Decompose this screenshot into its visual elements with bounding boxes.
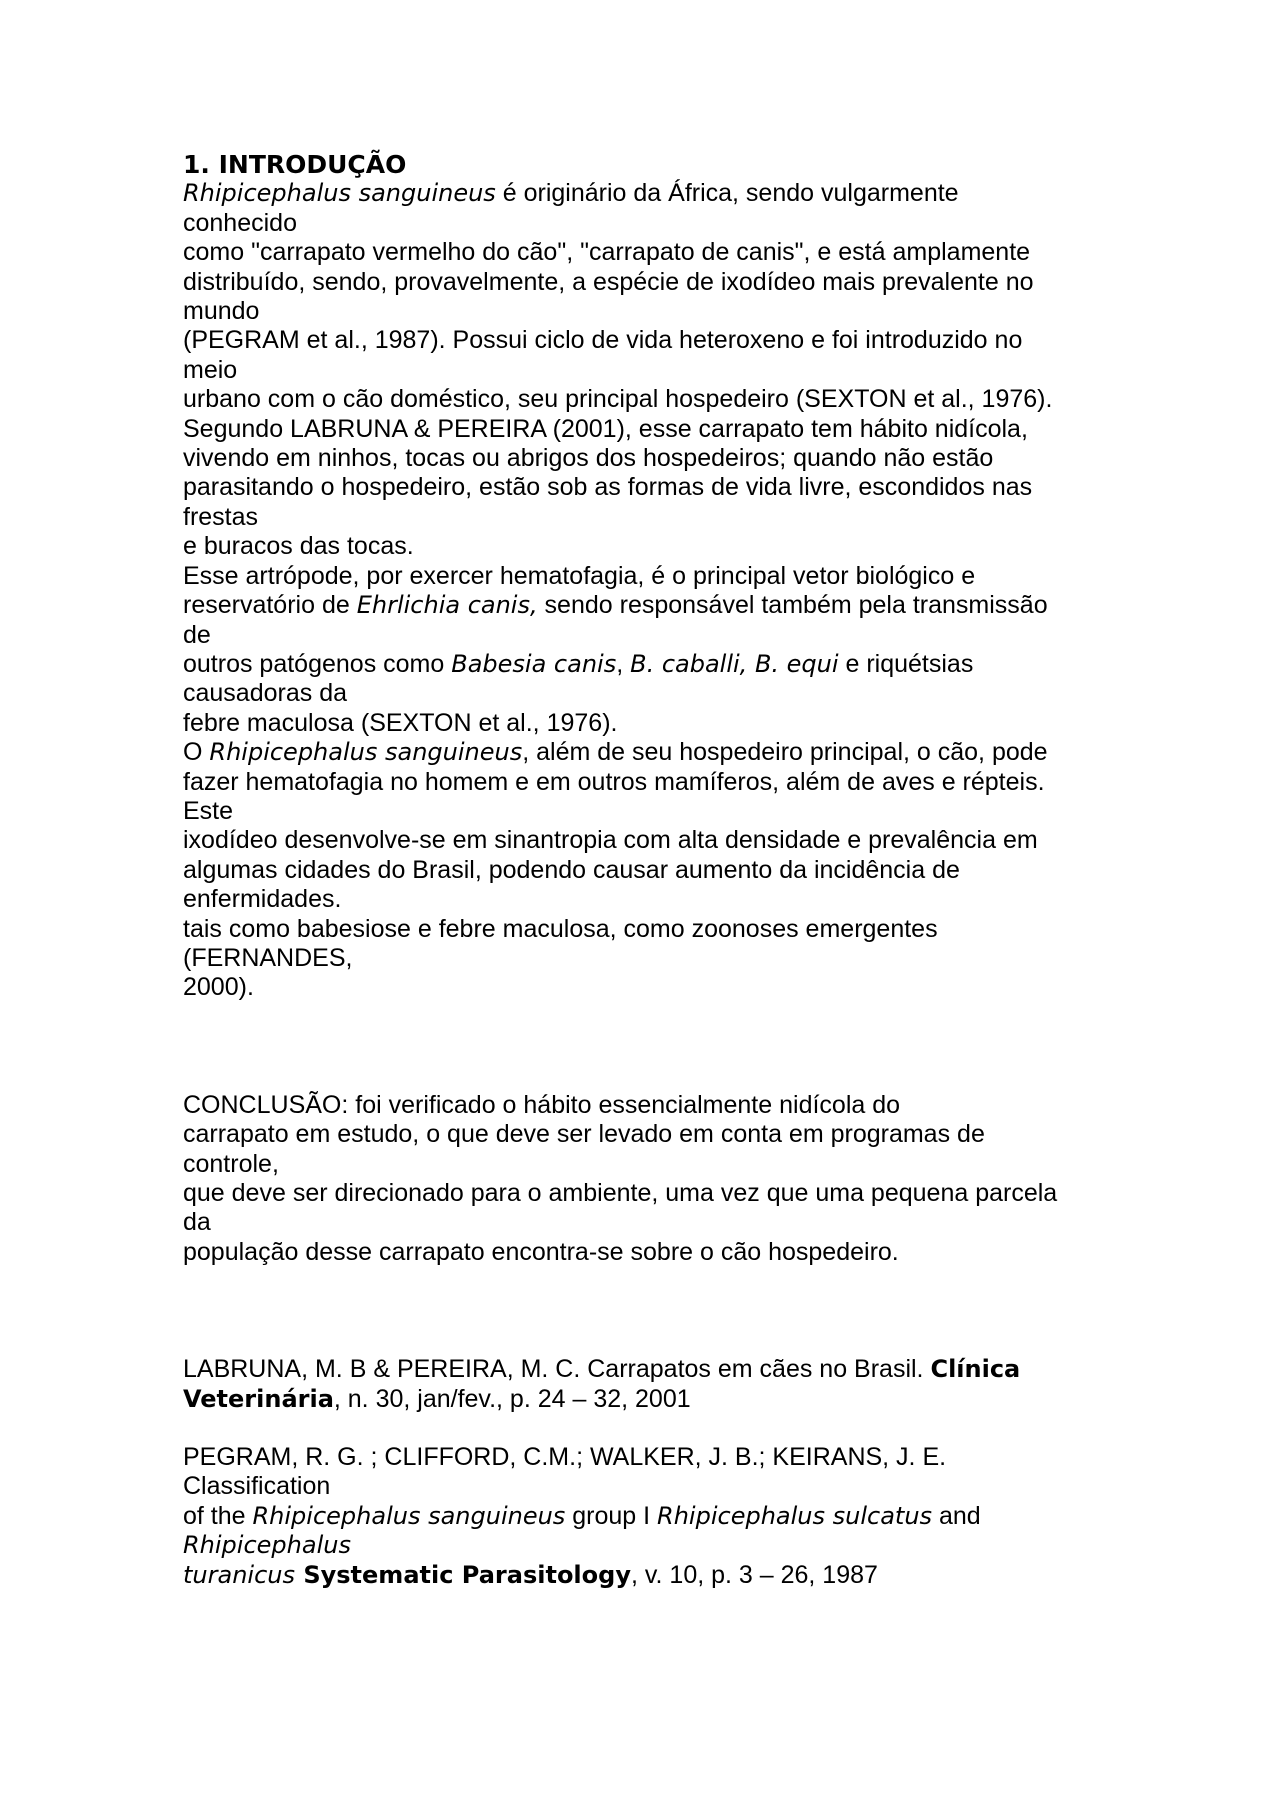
intro-line: O Rhipicephalus sanguineus, além de seu hospedeiro principal, o cão, pode	[183, 738, 1048, 767]
conclusion-line: que deve ser direcionado para o ambiente, uma vez que uma pequena parcela	[183, 1179, 1058, 1207]
species-name: Rhipicephalus sanguineus	[209, 738, 523, 767]
intro-line: e buracos das tocas.	[183, 532, 414, 561]
intro-line: outros patógenos como Babesia canis, B. caballi, B. equi e riquétsias	[183, 649, 974, 678]
intro-line: febre maculosa (SEXTON et al., 1976).	[183, 708, 618, 737]
intro-line: reservatório de Ehrlichia canis, sendo responsável também pela transmissão	[183, 591, 1048, 620]
journal-title: Systematic Parasitology	[294, 1560, 631, 1589]
intro-line: distribuído, sendo, provavelmente, a espécie de ixodídeo mais prevalente no	[183, 267, 1034, 296]
intro-line: como "carrapato vermelho do cão", "carrapato de canis", e está amplamente	[183, 238, 1031, 267]
reference-line: of the Rhipicephalus sanguineus group I Rhipicephalus sulcatus and	[183, 1501, 981, 1530]
conclusion-line: população desse carrapato encontra-se sobre o cão hospedeiro.	[183, 1237, 899, 1266]
intro-line: fazer hematofagia no homem e em outros mamíferos, além de aves e répteis.	[183, 767, 1045, 796]
intro-line: frestas	[183, 502, 259, 531]
intro-line: urbano com o cão doméstico, seu principal hospedeiro (SEXTON et al., 1976).	[183, 385, 1053, 414]
species-name: turanicus	[183, 1560, 295, 1589]
reference-entry	[183, 1443, 1103, 1590]
species-name: B. caballi, B. equi	[630, 649, 839, 678]
species-name: Rhipicephalus sanguineus	[183, 179, 496, 208]
reference-line: turanicus Systematic Parasitology, v. 10, p. 3 – 26, 1987	[183, 1560, 878, 1589]
conclusion-line: da	[183, 1208, 211, 1237]
species-name: Babesia canis	[451, 649, 617, 678]
intro-line: Este	[183, 796, 234, 825]
intro-line: 2000).	[183, 973, 254, 1002]
reference-line: Veterinária, n. 30, jan/fev., p. 24 – 32, 2001	[183, 1384, 691, 1413]
intro-line: causadoras da	[183, 679, 348, 708]
intro-line: vivendo em ninhos, tocas ou abrigos dos hospedeiros; quando não estão	[183, 444, 994, 473]
species-name: Rhipicephalus	[183, 1531, 351, 1560]
spacer	[183, 1003, 1103, 1091]
intro-line: mundo	[183, 297, 260, 326]
intro-line: meio	[183, 355, 238, 384]
journal-title: Veterinária	[183, 1384, 334, 1413]
introduction-text	[183, 179, 1103, 1002]
intro-line: tais como babesiose e febre maculosa, como zoonoses emergentes	[183, 914, 938, 943]
spacer	[183, 1267, 1103, 1355]
reference-line: PEGRAM, R. G. ; CLIFFORD, C.M.; WALKER, J. B.; KEIRANS, J. E.	[183, 1443, 947, 1472]
conclusion-text	[183, 1091, 1103, 1267]
intro-line: algumas cidades do Brasil, podendo causar aumento da incidência de	[183, 855, 960, 884]
reference-line: Classification	[183, 1472, 331, 1501]
intro-line: (PEGRAM et al., 1987). Possui ciclo de vida heteroxeno e foi introduzido no	[183, 326, 1023, 355]
species-name: Rhipicephalus sulcatus	[657, 1501, 933, 1530]
spacer	[183, 1414, 1103, 1443]
conclusion-line: carrapato em estudo, o que deve ser levado em conta em programas de	[183, 1120, 985, 1149]
intro-line: parasitando o hospedeiro, estão sob as formas de vida livre, escondidos nas	[183, 473, 1033, 502]
intro-line: Rhipicephalus sanguineus é originário da África, sendo vulgarmente	[183, 179, 959, 208]
reference-entry	[183, 1355, 1103, 1414]
species-name: Rhipicephalus sanguineus	[252, 1501, 566, 1530]
species-name: Ehrlichia canis,	[356, 591, 538, 620]
references	[183, 1355, 1103, 1590]
intro-line: enfermidades.	[183, 885, 342, 914]
intro-line: Esse artrópode, por exercer hematofagia, é o principal vetor biológico e	[183, 561, 976, 590]
intro-line: (FERNANDES,	[183, 943, 353, 972]
section-heading: 1. INTRODUÇÃO	[183, 150, 407, 179]
reference-line	[183, 1531, 1103, 1560]
reference-line: LABRUNA, M. B & PEREIRA, M. C. Carrapatos em cães no Brasil. Clínica	[183, 1355, 1021, 1384]
intro-line: ixodídeo desenvolve-se em sinantropia com alta densidade e prevalência em	[183, 826, 1038, 855]
conclusion-line: CONCLUSÃO: foi verificado o hábito essencialmente nidícola do	[183, 1090, 901, 1119]
journal-title: Clínica	[930, 1355, 1021, 1384]
conclusion-line: controle,	[183, 1149, 279, 1178]
intro-line: de	[183, 620, 211, 649]
document-body	[183, 150, 1103, 1590]
intro-line: conhecido	[183, 208, 297, 237]
intro-line: Segundo LABRUNA & PEREIRA (2001), esse carrapato tem hábito nidícola,	[183, 414, 1028, 443]
